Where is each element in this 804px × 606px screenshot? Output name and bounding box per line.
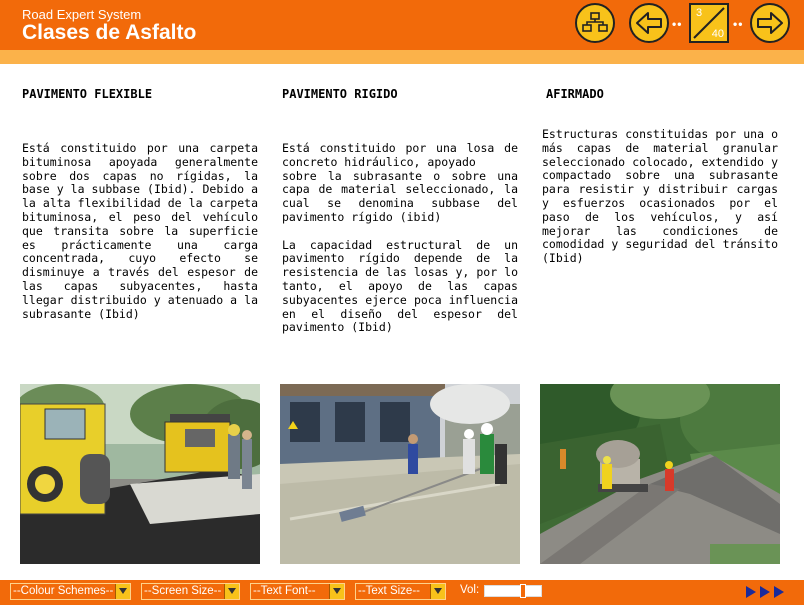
current-page-number: 3 bbox=[696, 7, 703, 19]
screen-size-select[interactable] bbox=[141, 583, 240, 600]
text-font-select[interactable] bbox=[250, 583, 345, 600]
text-afirmado: Estructuras constituidas por una o más capas de material granular seleccionado colocado, extendido y compactado sobre una subrasante para resistir y distribuir cargas y esfuerzos ocasionados por el paso de los vehículos, y así mejorar las condiciones de comodidad y seguridad del tránsito (Ibid) bbox=[542, 127, 778, 266]
text-size-label: --Text Size-- bbox=[358, 585, 420, 597]
heading-pavimento-rigido: PAVIMENTO RIGIDO bbox=[282, 87, 398, 101]
chevron-down-icon bbox=[430, 584, 445, 599]
fast-forward-button[interactable] bbox=[742, 583, 792, 601]
header-accent-strip bbox=[0, 50, 804, 64]
header-bar bbox=[0, 0, 804, 50]
chevron-down-icon bbox=[115, 584, 130, 599]
heading-afirmado: AFIRMADO bbox=[546, 87, 604, 101]
app-name: Road Expert System bbox=[22, 7, 142, 22]
fast-forward-icon bbox=[742, 583, 792, 601]
arrow-left-icon bbox=[635, 11, 663, 35]
footer-bar bbox=[0, 580, 804, 605]
page-counter bbox=[689, 3, 729, 43]
photo-afirmado-road bbox=[540, 384, 780, 564]
sitemap-button[interactable] bbox=[575, 3, 615, 43]
heading-pavimento-flexible: PAVIMENTO FLEXIBLE bbox=[22, 87, 153, 101]
text-pavimento-rigido: Está constituido por una losa de concreto hidráulico, apoyado sobre la subrasante o sobre una capa de material seleccionado, la cual se denomina subbase del pavimento rígido (ibid) La capacidad estructural de un pavimento rígido depende de la resistencia de las losas y, por lo tanto, el apoyo de las capas subyacentes ejerce poca influencia en el diseño del espesor del pavimento (Ibid) bbox=[282, 141, 518, 335]
colour-schemes-select[interactable] bbox=[10, 583, 131, 600]
volume-label: Vol: bbox=[460, 584, 480, 596]
nav-dots-left: •• bbox=[672, 17, 683, 31]
sitemap-icon bbox=[582, 12, 608, 34]
volume-slider[interactable] bbox=[484, 585, 542, 597]
volume-slider-thumb[interactable] bbox=[520, 584, 526, 598]
photo-concrete-pavement bbox=[280, 384, 520, 564]
next-page-button[interactable] bbox=[750, 3, 790, 43]
previous-page-button[interactable] bbox=[629, 3, 669, 43]
page-title: Clases de Asfalto bbox=[22, 21, 197, 44]
total-pages-number: 40 bbox=[711, 28, 724, 40]
screen-size-label: --Screen Size-- bbox=[144, 585, 222, 597]
arrow-right-icon bbox=[756, 11, 784, 35]
chevron-down-icon bbox=[329, 584, 344, 599]
nav-dots-right: •• bbox=[733, 17, 744, 31]
text-size-select[interactable] bbox=[355, 583, 446, 600]
text-font-label: --Text Font-- bbox=[253, 585, 316, 597]
text-pavimento-flexible: Está constituido por una carpeta bituminosa apoyada generalmente sobre dos capas no rígidas, la base y la subbase (Ibid). Debido a la alta flexibilidad de la carpeta bituminosa, el peso del vehículo que transita sobre la superficie es prácticamente una carga concentrada, cuyo efecto se disminuye a través del espesor de las capas subyacentes, hasta llegar distribuido y atenuado a la subrasante (Ibid) bbox=[22, 141, 258, 321]
chevron-down-icon bbox=[224, 584, 239, 599]
photo-asphalt-paving bbox=[20, 384, 260, 564]
colour-schemes-label: --Colour Schemes-- bbox=[13, 585, 114, 597]
